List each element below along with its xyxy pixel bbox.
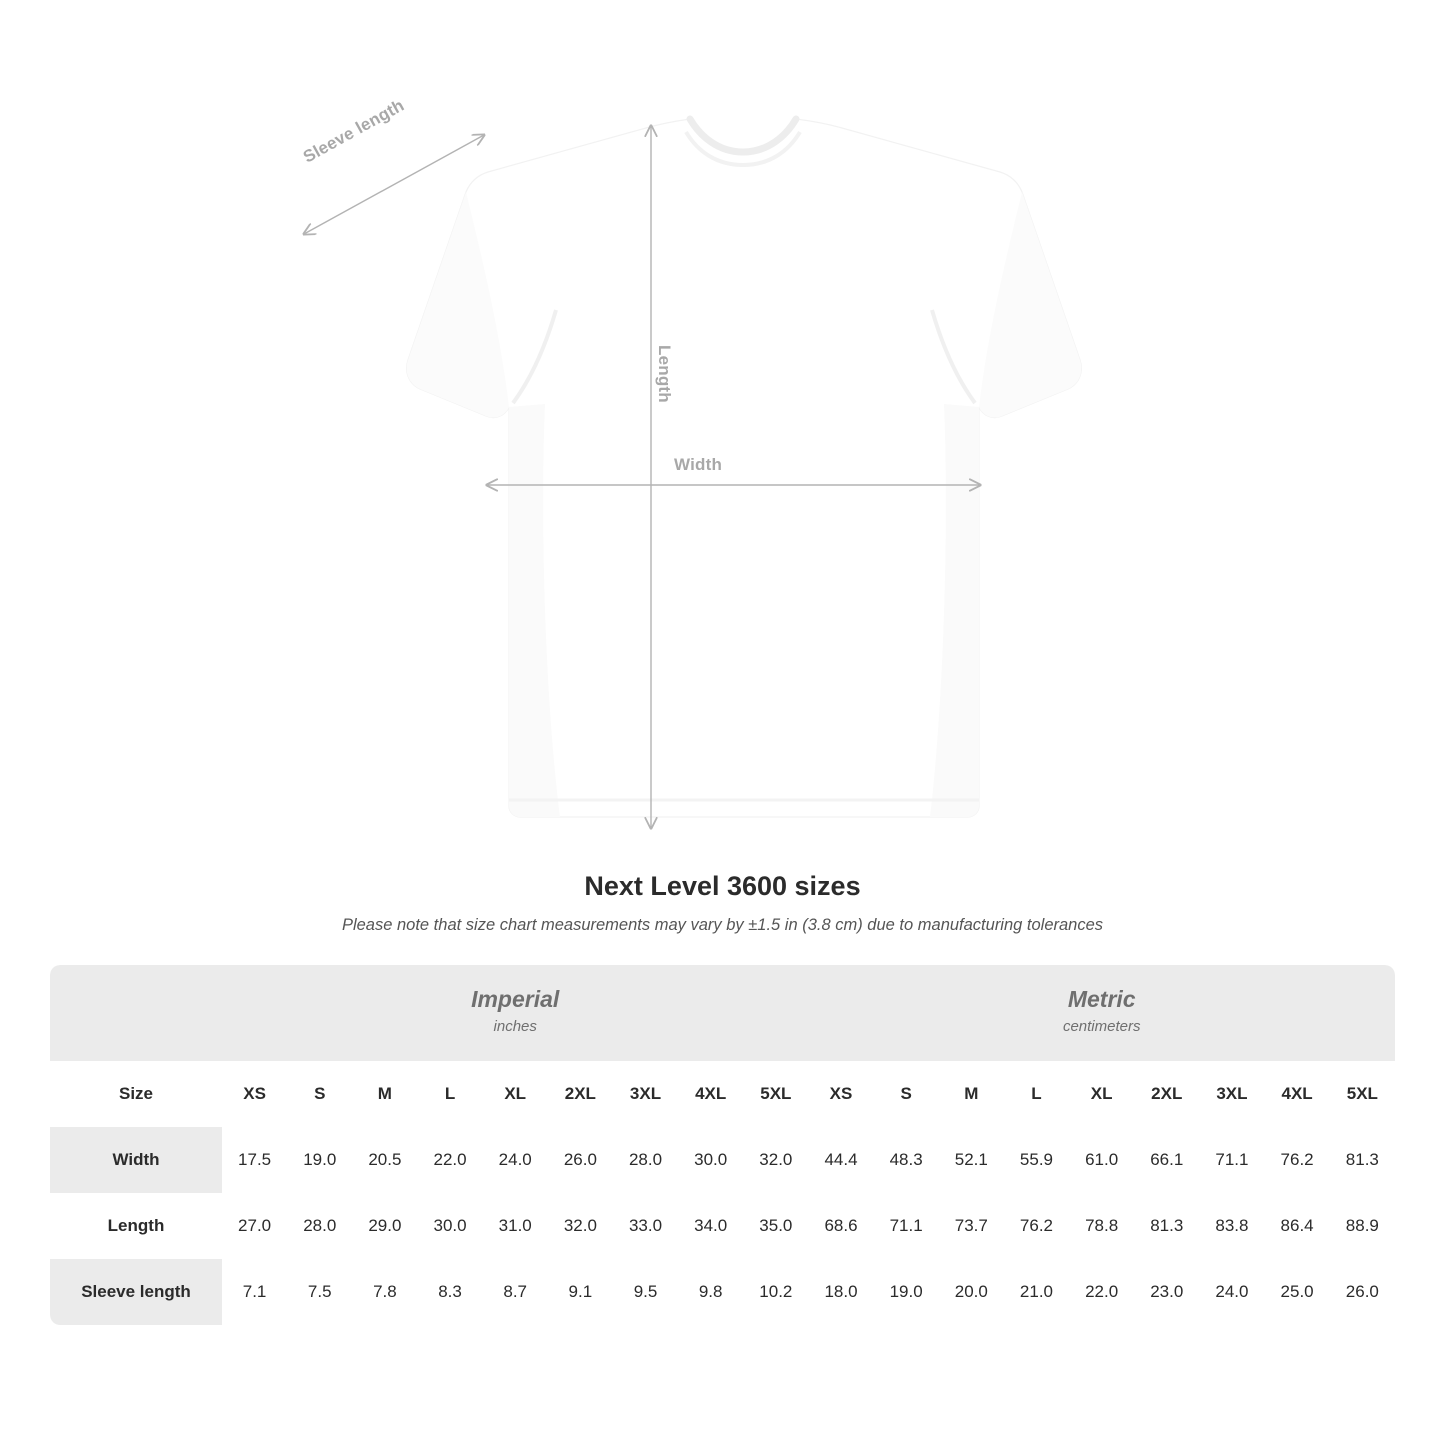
table-cell: 9.5 [613, 1259, 678, 1325]
size-table [50, 965, 1395, 1325]
width-label: Width [674, 455, 723, 474]
table-cell: 23.0 [1134, 1259, 1199, 1325]
row-label-width: Width [50, 1127, 222, 1193]
table-cell: 3XL [1199, 1061, 1264, 1127]
table-cell: 61.0 [1069, 1127, 1134, 1193]
table-cell: L [1004, 1061, 1069, 1127]
table-cell: 21.0 [1004, 1259, 1069, 1325]
table-cell: S [874, 1061, 939, 1127]
row-label-length: Length [50, 1193, 222, 1259]
title-block [0, 871, 1445, 935]
table-cell: S [287, 1061, 352, 1127]
table-cell: 30.0 [678, 1127, 743, 1193]
table-row-sleeve-length [50, 1259, 1395, 1325]
table-cell: 26.0 [1330, 1259, 1395, 1325]
group-unit-imperial: inches [493, 1017, 537, 1035]
table-cell: 71.1 [874, 1193, 939, 1259]
group-title-imperial: Imperial [471, 986, 560, 1012]
table-cell: 5XL [743, 1061, 808, 1127]
tolerance-note: Please note that size chart measurements may vary by ±1.5 in (3.8 cm) due to manufacturing tolerances [341, 916, 1104, 934]
table-cell: 7.5 [287, 1259, 352, 1325]
table-group-header-row [50, 965, 1395, 1061]
table-cell: 5XL [1330, 1061, 1395, 1127]
table-cell: 19.0 [287, 1127, 352, 1193]
size-table-wrapper [50, 965, 1395, 1325]
group-unit-metric: centimeters [1062, 1017, 1141, 1035]
table-cell: 68.6 [808, 1193, 873, 1259]
table-cell: 31.0 [483, 1193, 548, 1259]
table-cell: 26.0 [548, 1127, 613, 1193]
table-cell: 7.8 [352, 1259, 417, 1325]
group-header-imperial [222, 965, 808, 1061]
table-cell: 27.0 [222, 1193, 287, 1259]
table-cell: 7.1 [222, 1259, 287, 1325]
table-cell: 81.3 [1134, 1193, 1199, 1259]
table-cell: 86.4 [1265, 1193, 1330, 1259]
row-label-size: Size [50, 1061, 222, 1127]
table-cell: 25.0 [1265, 1259, 1330, 1325]
table-cell: 22.0 [417, 1127, 482, 1193]
table-cell: 32.0 [743, 1127, 808, 1193]
table-cell: 44.4 [808, 1127, 873, 1193]
table-cell: 9.8 [678, 1259, 743, 1325]
table-cell: 18.0 [808, 1259, 873, 1325]
table-cell: 20.0 [939, 1259, 1004, 1325]
table-cell: 29.0 [352, 1193, 417, 1259]
table-cell: 8.7 [483, 1259, 548, 1325]
table-cell: 33.0 [613, 1193, 678, 1259]
table-cell: M [352, 1061, 417, 1127]
table-cell: 19.0 [874, 1259, 939, 1325]
table-cell: 83.8 [1199, 1193, 1264, 1259]
table-cell: 34.0 [678, 1193, 743, 1259]
page-title: Next Level 3600 sizes [584, 871, 861, 901]
table-row-width [50, 1127, 1395, 1193]
table-cell: 28.0 [287, 1193, 352, 1259]
group-header-metric [808, 965, 1395, 1061]
table-cell: 24.0 [483, 1127, 548, 1193]
length-label: Length [655, 345, 674, 403]
table-cell: 71.1 [1199, 1127, 1264, 1193]
table-row-size [50, 1061, 1395, 1127]
table-cell: 73.7 [939, 1193, 1004, 1259]
table-cell: 76.2 [1004, 1193, 1069, 1259]
table-cell: XL [1069, 1061, 1134, 1127]
table-cell: 2XL [548, 1061, 613, 1127]
table-cell: 28.0 [613, 1127, 678, 1193]
table-cell: 17.5 [222, 1127, 287, 1193]
table-cell: 3XL [613, 1061, 678, 1127]
table-cell: XS [808, 1061, 873, 1127]
table-cell: 9.1 [548, 1259, 613, 1325]
tshirt-shape [407, 119, 1082, 817]
table-cell: 81.3 [1330, 1127, 1395, 1193]
table-cell: 32.0 [548, 1193, 613, 1259]
table-row-length [50, 1193, 1395, 1259]
table-cell: L [417, 1061, 482, 1127]
table-cell: 48.3 [874, 1127, 939, 1193]
table-cell: 8.3 [417, 1259, 482, 1325]
sleeve-length-label: Sleeve length [300, 95, 408, 167]
table-cell: 30.0 [417, 1193, 482, 1259]
group-header-spacer [50, 965, 222, 1061]
table-cell: 55.9 [1004, 1127, 1069, 1193]
table-cell: 22.0 [1069, 1259, 1134, 1325]
table-cell: 20.5 [352, 1127, 417, 1193]
table-cell: 2XL [1134, 1061, 1199, 1127]
table-cell: 35.0 [743, 1193, 808, 1259]
table-cell: 76.2 [1265, 1127, 1330, 1193]
table-cell: 78.8 [1069, 1193, 1134, 1259]
table-cell: 66.1 [1134, 1127, 1199, 1193]
table-cell: 24.0 [1199, 1259, 1264, 1325]
table-cell: XS [222, 1061, 287, 1127]
table-cell: XL [483, 1061, 548, 1127]
table-cell: 4XL [678, 1061, 743, 1127]
table-cell: 10.2 [743, 1259, 808, 1325]
table-cell: 52.1 [939, 1127, 1004, 1193]
table-cell: 88.9 [1330, 1193, 1395, 1259]
table-cell: 4XL [1265, 1061, 1330, 1127]
table-cell: M [939, 1061, 1004, 1127]
row-label-sleeve-length: Sleeve length [50, 1259, 222, 1325]
group-title-metric: Metric [1067, 986, 1136, 1012]
